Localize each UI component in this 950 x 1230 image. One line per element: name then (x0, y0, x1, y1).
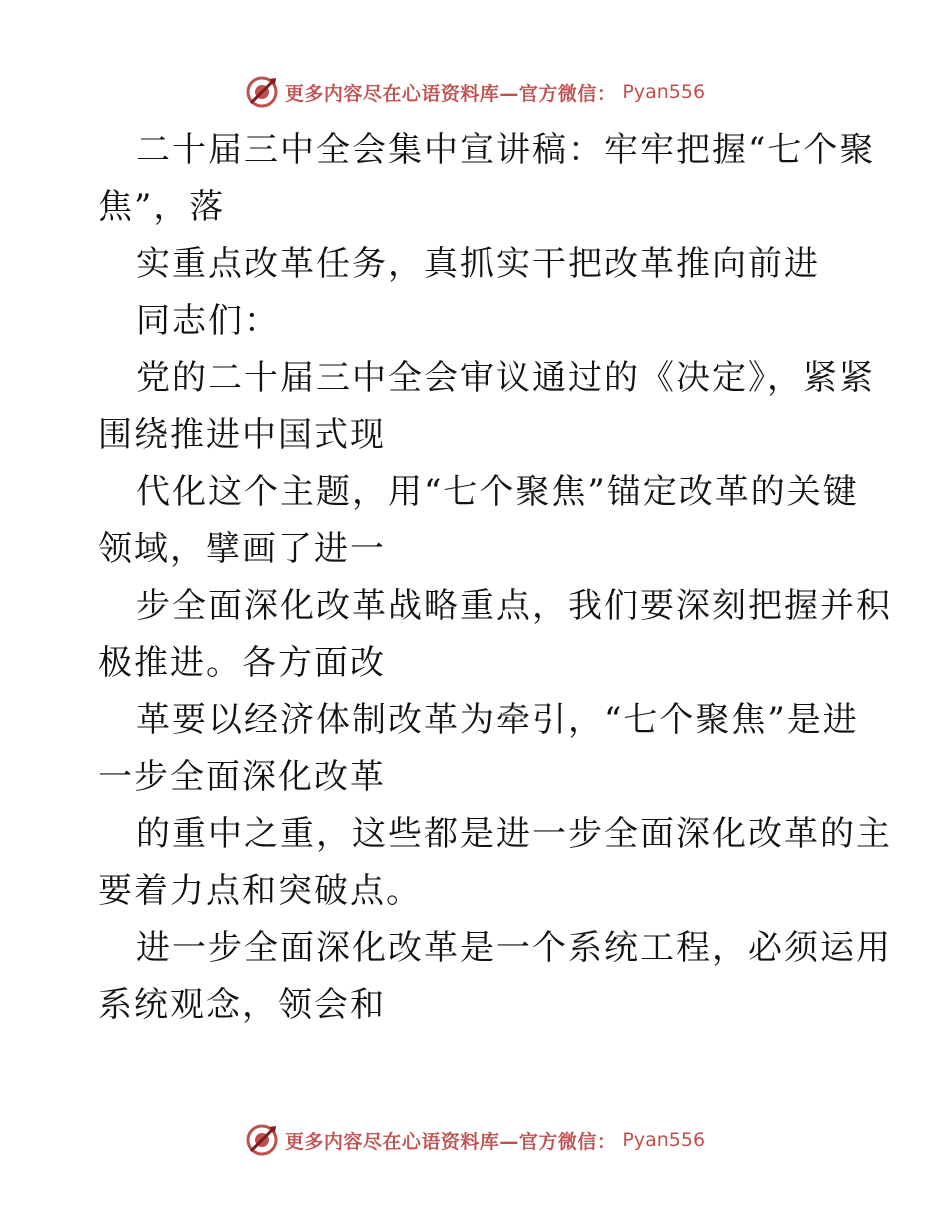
text-line: 步全面深化改革战略重点，我们要深刻把握并积 (136, 586, 892, 626)
watermark-logo-icon (245, 75, 279, 109)
watermark-text: 更多内容尽在心语资料库—官方微信： (284, 1130, 617, 1153)
text-line: 要着力点和突破点。 (98, 871, 422, 911)
footer-watermark (0, 1120, 950, 1160)
text-line: 极推进。各方面改 (98, 643, 386, 683)
text-line: 二十届三中全会集中宣讲稿：牢牢把握“七个聚 (136, 130, 876, 170)
text-line: 实重点改革任务，真抓实干把改革推向前进 (136, 244, 820, 284)
header-watermark (0, 72, 950, 112)
text-line: 进一步全面深化改革是一个系统工程，必须运用 (136, 928, 892, 968)
document-body (98, 122, 892, 1034)
text-line: 党的二十届三中全会审议通过的《决定》，紧紧 (136, 358, 875, 398)
watermark-handle: Pyan556 (622, 1129, 706, 1151)
text-line: 代化这个主题，用“七个聚焦”锚定改革的关键 (136, 472, 859, 512)
text-line: 系统观念，领会和 (98, 985, 386, 1025)
text-line: 围绕推进中国式现 (98, 415, 386, 455)
watermark-handle: Pyan556 (622, 81, 706, 103)
text-line: 焦”，落 (98, 187, 226, 227)
text-line: 革要以经济体制改革为牵引，“七个聚焦”是进 (136, 700, 859, 740)
text-line: 同志们： (136, 301, 280, 341)
text-line: 领域，擘画了进一 (98, 529, 386, 569)
watermark-text: 更多内容尽在心语资料库—官方微信： (284, 82, 617, 105)
text-line: 的重中之重，这些都是进一步全面深化改革的主 (136, 814, 892, 854)
text-line: 一步全面深化改革 (98, 757, 386, 797)
watermark-logo-icon (245, 1123, 279, 1157)
